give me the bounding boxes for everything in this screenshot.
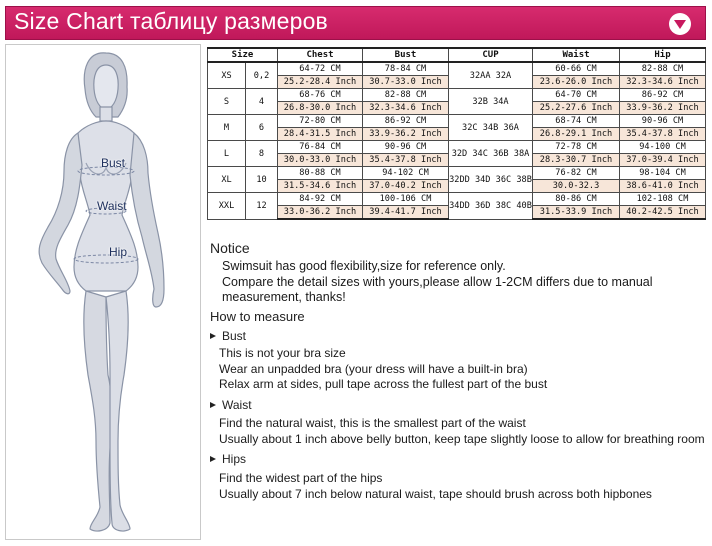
hip-cm-cell: 82-88 CM [620,62,706,76]
bust-cm-cell: 86-92 CM [363,115,449,128]
hip-label: Hip [109,245,128,259]
waist-cm-cell: 60-66 CM [533,62,620,76]
hip-inch-cell: 38.6-41.0 Inch [620,180,706,193]
size-cell: S [208,89,246,115]
hip-inch-cell: 32.3-34.6 Inch [620,76,706,89]
column-header: CUP [449,48,533,62]
chest-inch-cell: 26.8-30.0 Inch [278,102,363,115]
waist-inch-cell: 26.8-29.1 Inch [533,128,620,141]
column-header: Size [208,48,278,62]
hip-inch-cell: 35.4-37.8 Inch [620,128,706,141]
triangle-bullet-icon [210,456,216,462]
notice-title: Notice [210,240,250,256]
size-cell: XL [208,167,246,193]
table-row [208,115,706,128]
hip-inch-cell: 33.9-36.2 Inch [620,102,706,115]
body-figure-illustration [6,45,202,541]
waist-inch-cell: 28.3-30.7 Inch [533,154,620,167]
table-row [208,89,706,102]
hip-inch-cell: 37.0-39.4 Inch [620,154,706,167]
table-row [208,62,706,76]
bust-cm-cell: 90-96 CM [363,141,449,154]
chest-cm-cell: 80-88 CM [278,167,363,180]
chevron-down-icon[interactable] [669,13,691,35]
column-header: Chest [278,48,363,62]
bust-instruction: Relax arm at sides, pull tape across the fullest part of the bust [219,377,548,391]
page-title: Size Chart таблицу размеров [14,8,328,34]
bust-cm-cell: 78-84 CM [363,62,449,76]
bust-section-heading: Bust [210,329,246,343]
bust-instruction: This is not your bra size [219,346,346,360]
cup-cell: 32D 34C 36B 38A [449,141,533,167]
waist-instruction: Find the natural waist, this is the smallest part of the waist [219,416,526,430]
chest-cm-cell: 84-92 CM [278,193,363,206]
chest-inch-cell: 28.4-31.5 Inch [278,128,363,141]
size-cell: XS [208,62,246,89]
waist-cm-cell: 76-82 CM [533,167,620,180]
bust-inch-cell: 37.0-40.2 Inch [363,180,449,193]
hip-cm-cell: 102-108 CM [620,193,706,206]
chest-cm-cell: 76-84 CM [278,141,363,154]
waist-inch-cell: 30.0-32.3 [533,180,620,193]
bust-cm-cell: 100-106 CM [363,193,449,206]
waist-cm-cell: 80-86 CM [533,193,620,206]
chest-inch-cell: 31.5-34.6 Inch [278,180,363,193]
notice-line: Compare the detail sizes with yours,please allow 1-2CM differs due to manual [222,275,653,289]
chest-cm-cell: 72-80 CM [278,115,363,128]
hip-cm-cell: 90-96 CM [620,115,706,128]
size-number-cell: 0,2 [246,62,278,89]
how-to-measure-title: How to measure [210,309,305,324]
size-number-cell: 4 [246,89,278,115]
hip-cm-cell: 98-104 CM [620,167,706,180]
size-number-cell: 6 [246,115,278,141]
waist-label: Waist [97,199,127,213]
waist-cm-cell: 64-70 CM [533,89,620,102]
bust-label: Bust [101,156,126,170]
waist-inch-cell: 23.6-26.0 Inch [533,76,620,89]
hips-instruction: Find the widest part of the hips [219,471,383,485]
body-figure-panel [5,44,201,540]
chest-inch-cell: 33.0-36.2 Inch [278,206,363,220]
bust-instruction: Wear an unpadded bra (your dress will have a built-in bra) [219,362,528,376]
header-bar [5,6,706,40]
size-cell: M [208,115,246,141]
bust-inch-cell: 33.9-36.2 Inch [363,128,449,141]
cup-cell: 34DD 36D 38C 40B [449,193,533,220]
notice-line: measurement, thanks! [222,290,346,304]
triangle-bullet-icon [210,333,216,339]
bust-inch-cell: 32.3-34.6 Inch [363,102,449,115]
bust-inch-cell: 39.4-41.7 Inch [363,206,449,220]
size-cell: XXL [208,193,246,220]
cup-cell: 32AA 32A [449,62,533,89]
cup-cell: 32DD 34D 36C 38B [449,167,533,193]
size-cell: L [208,141,246,167]
size-number-cell: 12 [246,193,278,220]
table-row [208,193,706,206]
bust-cm-cell: 82-88 CM [363,89,449,102]
chest-inch-cell: 25.2-28.4 Inch [278,76,363,89]
column-header: Bust [363,48,449,62]
chest-inch-cell: 30.0-33.0 Inch [278,154,363,167]
bust-cm-cell: 94-102 CM [363,167,449,180]
table-row [208,167,706,180]
notice-line: Swimsuit has good flexibility,size for reference only. [222,259,506,273]
table-header-row [208,48,706,62]
cup-cell: 32B 34A [449,89,533,115]
chest-cm-cell: 64-72 CM [278,62,363,76]
size-table [207,47,706,220]
waist-inch-cell: 31.5-33.9 Inch [533,206,620,220]
hip-inch-cell: 40.2-42.5 Inch [620,206,706,220]
waist-section-heading: Waist [210,398,252,412]
hips-section-heading: Hips [210,452,246,466]
hips-instruction: Usually about 7 inch below natural waist, tape should brush across both hipbones [219,487,652,501]
table-row [208,141,706,154]
size-number-cell: 8 [246,141,278,167]
triangle-bullet-icon [210,402,216,408]
cup-cell: 32C 34B 36A [449,115,533,141]
waist-cm-cell: 72-78 CM [533,141,620,154]
column-header: Waist [533,48,620,62]
size-number-cell: 10 [246,167,278,193]
waist-inch-cell: 25.2-27.6 Inch [533,102,620,115]
hip-cm-cell: 94-100 CM [620,141,706,154]
column-header: Hip [620,48,706,62]
bust-inch-cell: 35.4-37.8 Inch [363,154,449,167]
waist-instruction: Usually about 1 inch above belly button, keep tape slightly loose to allow for breathing room [219,432,705,446]
hip-cm-cell: 86-92 CM [620,89,706,102]
waist-cm-cell: 68-74 CM [533,115,620,128]
bust-inch-cell: 30.7-33.0 Inch [363,76,449,89]
chest-cm-cell: 68-76 CM [278,89,363,102]
